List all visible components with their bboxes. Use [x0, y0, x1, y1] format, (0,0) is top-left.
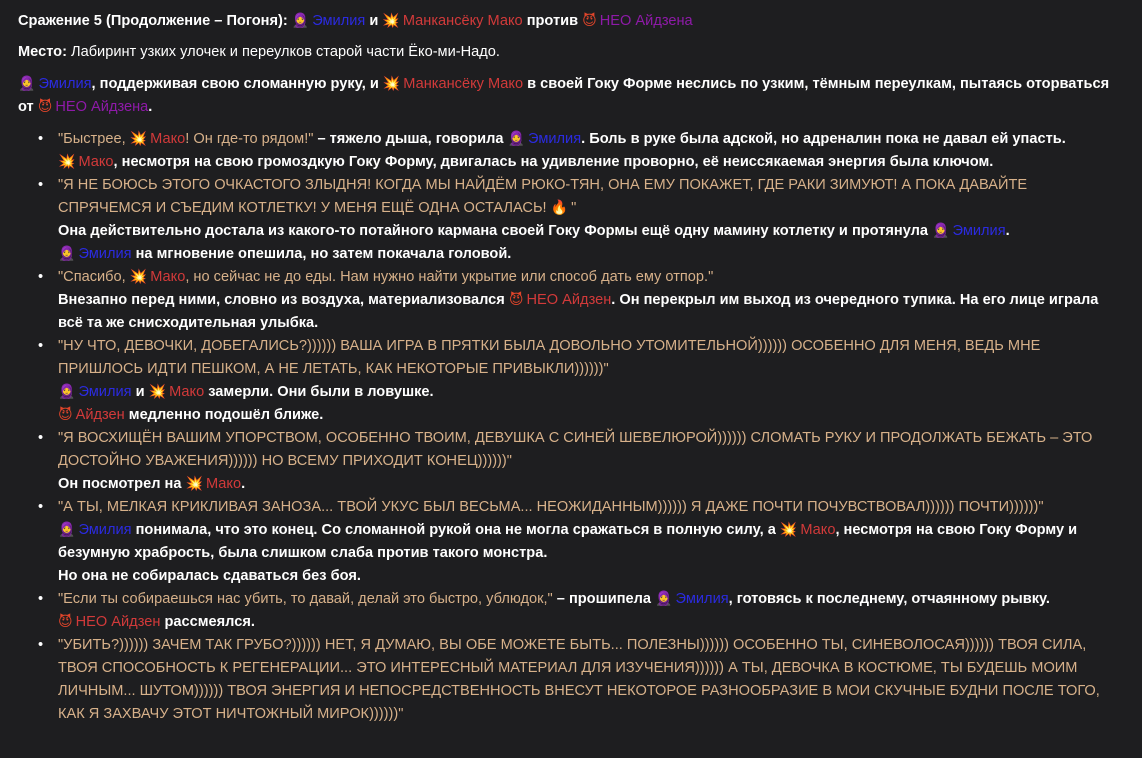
devil-icon: 😈 [37, 99, 53, 115]
narration-text: Она действительно достала из какого-то потайного кармана своей Гоку Формы ещё одну мамину котлетку и протянула [58, 223, 929, 239]
dialogue-quote: "Если ты собираешься нас убить, то давай, делай это быстро, ублюдок," [58, 591, 553, 607]
narration-text: , готовясь к последнему, отчаянному рывку. [728, 591, 1050, 607]
mako-name: Мако [78, 154, 114, 170]
explosion-icon: 💥 [58, 154, 76, 170]
dialogue-quote: ! Он где-то рядом!" [185, 131, 314, 147]
narration-text: , несмотря на свою Гоку Форму и безумную храбрость, была слишком слаба против такого монстра. [58, 522, 1078, 561]
aizen-name: НЕО Айдзена [55, 99, 149, 115]
bullet-icon: • [38, 131, 44, 147]
and-word: и [369, 13, 379, 29]
woman-icon: 🧕 [507, 131, 526, 147]
narration-text: на мгновение опешила, но затем покачала головой. [131, 246, 512, 262]
explosion-icon: 💥 [129, 131, 148, 147]
narration-text: . Он перекрыл им выход из очередного тупика. На его лице играла всё та же снисходительная улыбка. [58, 292, 1099, 331]
explosion-icon: 💥 [148, 384, 167, 400]
mako-name: Манкансёку Мако [403, 76, 524, 92]
explosion-icon: 💥 [129, 269, 148, 285]
woman-icon: 🧕 [291, 13, 310, 29]
dialogue-quote: , но сейчас не до еды. Нам нужно найти укрытие или способ дать ему отпор." [185, 269, 714, 285]
woman-icon: 🧕 [932, 223, 950, 239]
narration-text: понимала, что это конец. Со сломанной рукой она не могла сражаться в полную силу, а [131, 522, 776, 538]
dialogue-quote: " [571, 200, 577, 216]
mako-name: Манкансёку Мако [402, 13, 523, 29]
list-item [38, 634, 1124, 726]
devil-icon: 😈 [582, 13, 597, 29]
dialogue-quote: "Я ВОСХИЩЁН ВАШИМ УПОРСТВОМ, ОСОБЕННО ТВОИМ, ДЕВУШКА С СИНЕЙ ШЕВЕЛЮРОЙ)))))) СЛОМАТЬ РУКУ И ПРОДОЛЖАТЬ БЕЖАТЬ – ЭТО ДОСТОЙНО УВАЖЕНИЯ)))))) НО ВСЕМУ ПРИХОДИТ КОНЕЦ))))))" [58, 430, 1093, 469]
list-item [38, 335, 1124, 427]
dialogue-quote: "Спасибо, [58, 269, 126, 285]
list-item [38, 427, 1124, 496]
fire-icon: 🔥 [550, 200, 569, 216]
devil-icon: 😈 [58, 614, 73, 630]
narration-text: – тяжело дыша, говорила [313, 131, 504, 147]
narration-text: . Боль в руке была адской, но адреналин пока не давал ей упасть. [581, 131, 1066, 147]
aizen-name: Айдзен [75, 407, 125, 423]
location-line [18, 41, 1124, 64]
narration-text: – прошипела [552, 591, 652, 607]
bullet-icon: • [38, 430, 44, 446]
narration-text: Внезапно перед ними, словно из воздуха, материализовался [58, 292, 505, 308]
explosion-icon: 💥 [382, 13, 400, 29]
intro-text-3: . [148, 99, 153, 115]
explosion-icon: 💥 [779, 522, 798, 538]
emily-name: Эмилия [675, 591, 729, 607]
bullet-icon: • [38, 637, 44, 653]
emily-name: Эмилия [952, 223, 1006, 239]
narration-text: и [135, 384, 145, 400]
woman-icon: 🧕 [58, 522, 76, 538]
location-text: Лабиринт узких улочек и переулков старой части Ёко-ми-Надо. [71, 44, 500, 60]
narration-text: Он посмотрел на [58, 476, 182, 492]
list-item [38, 266, 1124, 335]
explosion-icon: 💥 [382, 76, 401, 92]
emily-name: Эмилия [38, 76, 92, 92]
intro-text-1: , поддерживая свою сломанную руку, и [91, 76, 379, 92]
narration-text: . [241, 476, 246, 492]
bullet-icon: • [38, 591, 44, 607]
narration-text: замерли. Они были в ловушке. [204, 384, 434, 400]
battle-header [18, 10, 1124, 33]
bullet-icon: • [38, 338, 44, 354]
location-label: Место: [18, 44, 67, 60]
woman-icon: 🧕 [58, 384, 76, 400]
dialogue-quote: "А ТЫ, МЕЛКАЯ КРИКЛИВАЯ ЗАНОЗА... ТВОЙ УКУС БЫЛ ВЕСЬМА... НЕОЖИДАННЫМ)))))) Я ДАЖЕ ПОЧТИ ПОЧУВСТВОВАЛ)))))) ПОЧТИ))))))" [58, 499, 1044, 515]
explosion-icon: 💥 [185, 476, 203, 492]
mako-name: Мако [150, 131, 186, 147]
story-list [18, 128, 1124, 726]
emily-name: Эмилия [312, 13, 366, 29]
woman-icon: 🧕 [655, 591, 673, 607]
mako-name: Мако [800, 522, 836, 538]
devil-icon: 😈 [508, 292, 524, 308]
list-item [38, 128, 1124, 174]
intro-paragraph [18, 73, 1124, 119]
bullet-icon: • [38, 499, 44, 515]
dialogue-quote: "НУ ЧТО, ДЕВОЧКИ, ДОБЕГАЛИСЬ?)))))) ВАША ИГРА В ПРЯТКИ БЫЛА ДОВОЛЬНО УТОМИТЕЛЬНОЙ)))))) ОСОБЕННО ДЛЯ МЕНЯ, ВЕДЬ МНЕ ПРИШЛОСЬ ИДТИ ПЕШКОМ, А НЕ ЛЕТАТЬ, КАК НЕКОТОРЫЕ ПРИВЫКЛИ))))))" [58, 338, 1041, 377]
bullet-icon: • [38, 269, 44, 285]
narration-text: . [1005, 223, 1010, 239]
dialogue-quote: "Быстрее, [58, 131, 126, 147]
emily-name: Эмилия [78, 522, 132, 538]
aizen-name: НЕО Айдзен [526, 292, 612, 308]
mako-name: Мако [205, 476, 242, 492]
narration-text: Но она не собиралась сдаваться без боя. [58, 568, 361, 584]
mako-name: Мако [150, 269, 186, 285]
mako-name: Мако [169, 384, 205, 400]
aizen-name: НЕО Айдзена [599, 13, 693, 29]
dialogue-quote: "Я НЕ БОЮСЬ ЭТОГО ОЧКАСТОГО ЗЛЫДНЯ! КОГДА МЫ НАЙДЁМ РЮКО-ТЯН, ОНА ЕМУ ПОКАЖЕТ, ГДЕ РАКИ ЗИМУЮТ! А ПОКА ДАВАЙТЕ СПРЯЧЕМСЯ И СЪЕДИМ КОТЛЕТКУ! У МЕНЯ ЕЩЁ ОДНА ОСТАЛАСЬ! [58, 177, 1028, 216]
dialogue-quote: "УБИТЬ?)))))) ЗАЧЕМ ТАК ГРУБО?)))))) НЕТ, Я ДУМАЮ, ВЫ ОБЕ МОЖЕТЕ БЫТЬ... ПОЛЕЗНЫ)))))) ОСОБЕННО ТЫ, СИНЕВОЛОСАЯ)))))) ТВОЯ СИЛА, ТВОЯ СПОСОБНОСТЬ К РЕГЕНЕРАЦИИ... ЭТО ИНТЕРЕСНЫЙ МАТЕРИАЛ ДЛЯ ИЗУЧЕНИЯ)))))) А ТЫ, ДЕВОЧКА В КОСТЮМЕ, ТЫ БУДЕШЬ МОИМ ЛИЧНЫМ... ШУТОМ)))))) ТВОЯ ЭНЕРГИЯ И НЕПОСРЕДСТВЕННОСТЬ ВНЕСУТ НЕКОТОРОЕ РАЗНООБРАЗИЕ В МОИ СКУЧНЫЕ БУДНИ ПОСЛЕ ТОГО, КАК Я ЗАХВАЧУ ЭТОТ НИЧТОЖНЫЙ МИРОК))))))" [58, 637, 1100, 722]
emily-name: Эмилия [78, 384, 132, 400]
battle-title: Сражение 5 (Продолжение – Погоня): [18, 13, 288, 29]
list-item [38, 588, 1124, 634]
emily-name: Эмилия [78, 246, 132, 262]
narration-text: рассмеялся. [160, 614, 255, 630]
narration-text: медленно подошёл ближе. [124, 407, 324, 423]
list-item [38, 496, 1124, 588]
list-item [38, 174, 1124, 266]
narration-text: , несмотря на свою громоздкую Гоку Форму, двигалась на удивление проворно, её неиссякаемая энергия была ключом. [113, 154, 994, 170]
aizen-name: НЕО Айдзен [75, 614, 161, 630]
intro-text-2: в своей Гоку Форме неслись по узким, тёмным переулкам, пытаясь оторваться от [18, 76, 1110, 115]
bullet-icon: • [38, 177, 44, 193]
devil-icon: 😈 [58, 407, 73, 423]
emily-name: Эмилия [528, 131, 582, 147]
vs-word: против [526, 13, 579, 29]
woman-icon: 🧕 [58, 246, 76, 262]
woman-icon: 🧕 [18, 76, 36, 92]
